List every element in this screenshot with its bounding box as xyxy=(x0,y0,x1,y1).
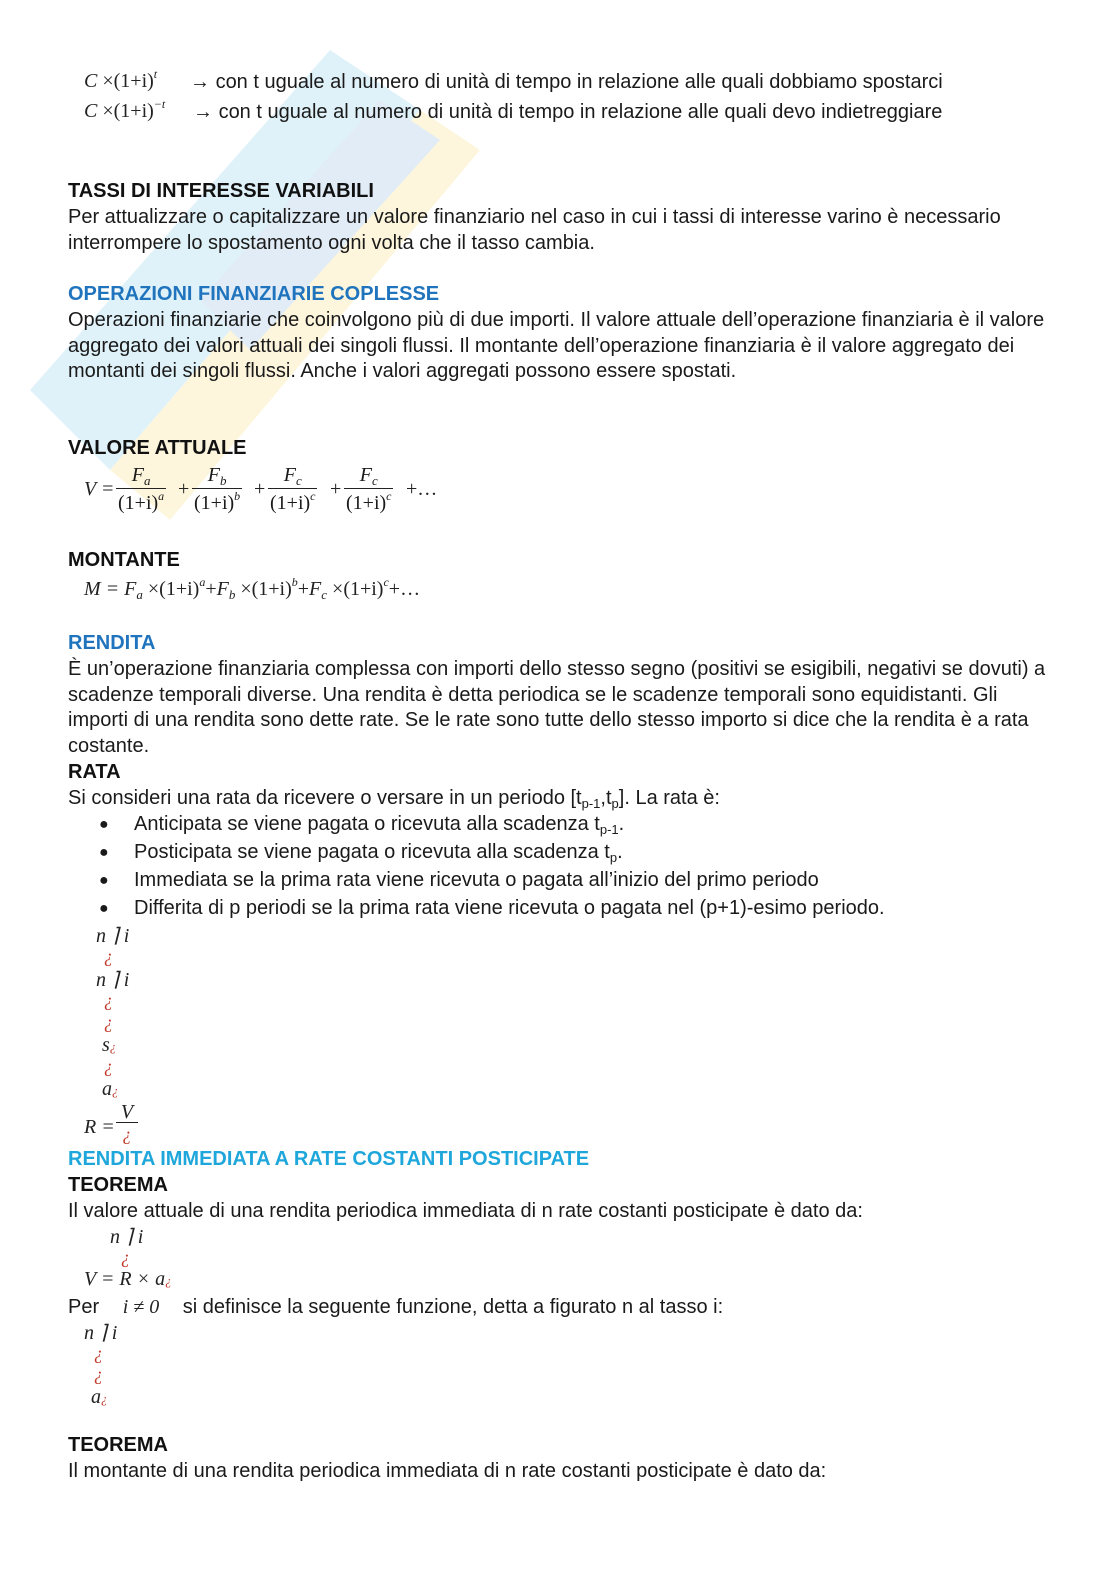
list-item: Posticipata se viene pagata o ricevuta alla scadenza $t_p$. xyxy=(134,841,623,865)
bullet-icon: ● xyxy=(99,844,109,861)
list-item: Anticipata se viene pagata o ricevuta alla scadenza $t_{p-1}$. xyxy=(134,813,625,837)
heading-teorema-1: TEOREMA xyxy=(68,1174,168,1196)
arrow-right-icon: → xyxy=(193,101,213,123)
heading-montante: MONTANTE xyxy=(68,549,180,571)
formula-backward: $C \times(1+i)^{-t}$ xyxy=(84,97,166,122)
heading-rendita-immediata: RENDITA IMMEDIATA A RATE COSTANTI POSTICIPATE xyxy=(68,1148,590,1170)
bullet-icon: ● xyxy=(99,872,109,889)
formula-montante: $M = F_a \times(1+i)^a+F_b \times(1+i)^b+F_c$ $\times(1+i)^c+\dots$ xyxy=(84,575,421,602)
bullet-icon: ● xyxy=(99,900,109,917)
formula-forward: $C \times(1+i)^t$ xyxy=(84,67,158,92)
heading-operazioni: OPERAZIONI FINANZIARIE COPLESSE xyxy=(68,283,440,305)
document-page: $C \times(1+i)^t$ → con t uguale al numero di unità di tempo in relazione alle quali dobbiamo spostarci $C \times(1+i)^{-t}$ → con t uguale al numero di unità di tempo in relazione alle quali devo indietreggiare TASSI DI INTERESSE VARIABILI Per attualizzare o capitalizzare un valore finanziario nel caso in cui i tassi di interesse varino è necessario interrompere lo spostamento ogni volta che il tasso cambia. OPERAZIONI FINANZIARIE COPLESSE Operazioni finanziarie che coinvolgono più di due importi. Il valore attuale dell’operazione finanziaria è il valore aggregato dei valori attuali dei singoli flussi. Il montante dell’operazione finanziaria è il valore aggregato dei montanti dei singoli flussi. Anche i valori aggregati possono essere spostati. VALORE ATTUALE V = $\frac{F_a}{(1+i)^a}$ + $\frac{F_b}{(1+i)^b}$ + $\frac{F_c}{(1+i)^c}$ + $\frac{F_c}{(1+i)^c}$ +… MONTANTE $M = F_a \times(1+i)^a+F_b \times(1+i)^b+F_c$ $\times(1+i)^c+\dots$ RENDITA È un’operazione finanziaria complessa con importi dello stesso segno (positivi se esigibili, negativi se dovuti) a scadenze temporali diverse. Una rendita è detta periodica se le scadenze temporali sono equidistanti. Gli importi di una rendita sono dette rate. Se le rate sono tutte dello stesso importo si dice che la rendita è a rata costante. RATA Si consideri una rata da ricevere o versare in un periodo $[t_{p-1},t_p]$. La rata è: ● Anticipata se viene pagata o ricevuta alla scadenza $t_{p-1}$. ● Posticipata se viene pagata o ricevuta alla scadenza $t_p$. ● Immediata se la prima rata viene ricevuta o pagata all’inizio del primo periodo ● Differita di p periodi se la prima rata viene ricevuta o pagata nel (p+1)-esimo periodo. n ⌉ i ¿ n ⌉ i ¿ ¿ s¿ ¿ a¿ R = V ¿ RENDITA IMMEDIATA A RATE COSTANTI POSTICIPATE TEOREMA Il valore attuale di una rendita periodica immediata di n rate costanti posticipate è dato da: n ⌉ i ¿ V = R × a¿ Per i ≠ 0 si definisce la seguente funzione, detta a figurato n al tasso i: n ⌉ i ¿ ¿ a¿ TEOREMA Il montante di una rendita periodica immediata di n rate costanti posticipate è dato da: xyxy=(0,0,1116,1579)
arrow-right-icon: → xyxy=(190,71,210,93)
paragraph-tassi: Per attualizzare o capitalizzare un valore finanziario nel caso in cui i tassi di interesse varino è necessario interrompere lo spostamento ogni volta che il tasso cambia. xyxy=(68,206,1001,254)
paragraph-teorema-2: Il montante di una rendita periodica immediata di n rate costanti posticipate è dato da: xyxy=(68,1460,827,1482)
list-item: Differita di p periodi se la prima rata viene ricevuta o pagata nel (p+1)-esimo periodo. xyxy=(134,897,885,919)
paragraph-teorema-1: Il valore attuale di una rendita periodica immediata di n rate costanti posticipate è dato da: xyxy=(68,1200,863,1222)
bullet-icon: ● xyxy=(99,816,109,833)
list-item: Immediata se la prima rata viene ricevuta o pagata all’inizio del primo periodo xyxy=(134,869,819,891)
paragraph-operazioni: Operazioni finanziarie che coinvolgono più di due importi. Il valore attuale dell’operazione finanziaria è il valore aggregato dei valori attuali dei singoli flussi. Il montante dell’operazione finanziaria è il valore aggregato dei montanti dei singoli flussi. Anche i valori aggregati possono essere spostati. xyxy=(68,309,1045,382)
heading-rata: RATA xyxy=(68,761,121,783)
heading-valore-attuale: VALORE ATTUALE xyxy=(68,437,247,459)
per-line: Per i ≠ 0 si definisce la seguente funzione, detta a figurato n al tasso i: xyxy=(68,1296,724,1318)
heading-rendita: RENDITA xyxy=(68,632,156,654)
heading-teorema-2: TEOREMA xyxy=(68,1434,168,1456)
heading-tassi: TASSI DI INTERESSE VARIABILI xyxy=(68,180,374,202)
rata-intro: Si consideri una rata da ricevere o versare in un periodo $[t_{p-1},t_p]$. La rata è: xyxy=(68,787,720,811)
paragraph-rendita: È un’operazione finanziaria complessa con importi dello stesso segno (positivi se esigibili, negativi se dovuti) a scadenze temporali diverse. Una rendita è detta periodica se le scadenze temporali sono equidistanti. Gli importi di una rendita sono dette rate. Se le rate sono tutte dello stesso importo si dice che la rendita è a rata costante. xyxy=(68,658,1046,757)
line-backward: → con t uguale al numero di unità di tempo in relazione alle quali devo indietreggiare xyxy=(193,101,943,123)
line-forward: → con t uguale al numero di unità di tempo in relazione alle quali dobbiamo spostarci xyxy=(190,71,943,93)
